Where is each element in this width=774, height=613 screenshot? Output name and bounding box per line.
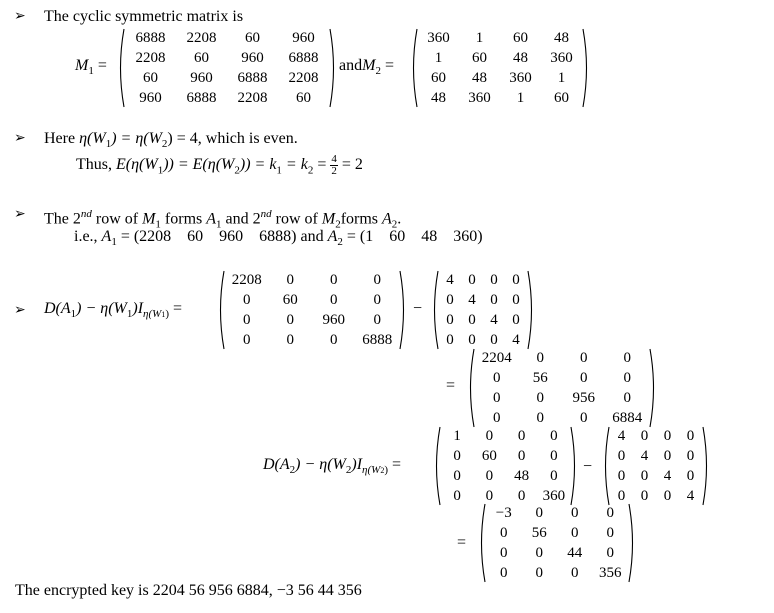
matrix-cell: 0 [536, 350, 544, 366]
matrix-cell: 0 [468, 332, 476, 348]
matrix-cell: 0 [640, 428, 649, 444]
matrix-cell: 0 [512, 312, 520, 328]
matrix-grid [486, 503, 628, 583]
right-paren-icon [628, 503, 636, 583]
matrix-d1-identity [431, 270, 535, 350]
matrix-grid [125, 28, 329, 108]
matrix-cell: 0 [286, 312, 294, 328]
matrix-cell: 0 [571, 565, 579, 581]
matrix-cell: 0 [617, 488, 626, 504]
matrix-m1 [117, 28, 337, 108]
matrix-cell: 0 [500, 545, 508, 561]
matrix-cell: 0 [490, 272, 498, 288]
matrix-d2-identity [602, 426, 710, 506]
matrix-grid [441, 426, 570, 506]
matrix-cell: 44 [567, 545, 583, 561]
matrix-cell: 0 [373, 272, 381, 288]
left-paren-icon [478, 503, 486, 583]
d2-minus: − [583, 458, 593, 475]
rows-line-2: i.e., $A_1 = (2208$ 60 960 6888) and $A_2 = (1$ 60 48 360) [74, 228, 483, 249]
matrix-cell: 0 [580, 370, 588, 386]
matrix-cell: 60 [513, 30, 528, 46]
matrix-cell: 0 [453, 488, 461, 504]
matrix-cell: 60 [472, 50, 487, 66]
matrix-cell: 0 [606, 505, 614, 521]
matrix-d2-result [478, 503, 636, 583]
matrix-cell: 2208 [186, 30, 217, 46]
matrix-cell: 0 [500, 525, 508, 541]
matrix-cell: 6888 [186, 90, 217, 106]
matrix-cell: 0 [446, 292, 454, 308]
matrix-cell: 0 [536, 390, 544, 406]
matrix-cell: 0 [535, 505, 543, 521]
matrix-cell: 2208 [231, 272, 262, 288]
matrix-cell: 1 [516, 90, 525, 106]
matrix-cell: 48 [431, 90, 446, 106]
matrix-cell: 960 [292, 30, 315, 46]
matrix-cell: 0 [446, 332, 454, 348]
matrix-cell: 0 [330, 272, 338, 288]
bullet-1-icon: ➢ [14, 8, 26, 24]
matrix-cell: 1 [557, 70, 566, 86]
right-paren-icon [582, 28, 590, 108]
matrix-cell: 0 [330, 332, 338, 348]
matrix-d1-diagonal [217, 270, 407, 350]
matrix-cell: 48 [514, 468, 530, 484]
matrix-cell: 0 [663, 488, 672, 504]
left-paren-icon [602, 426, 610, 506]
matrix-cell: 0 [606, 545, 614, 561]
left-paren-icon [217, 270, 225, 350]
matrix-cell: 6888 [135, 30, 166, 46]
matrix-cell: 0 [686, 448, 695, 464]
matrix-cell: 0 [606, 525, 614, 541]
matrix-cell: 0 [485, 488, 494, 504]
matrix-cell: 0 [493, 390, 501, 406]
matrix-cell: 360 [427, 30, 450, 46]
fraction: $\frac{4}{2}$ [331, 153, 337, 177]
matrix-cell: 4 [490, 312, 498, 328]
d1-minus: − [413, 300, 423, 317]
d1-lhs: $D(A_1) - \eta(W_1)I_{\eta(W1)}$ = [44, 300, 183, 321]
matrix-cell: 0 [286, 272, 294, 288]
matrix-cell: 4 [446, 272, 454, 288]
matrix-cell: 0 [550, 468, 558, 484]
matrix-grid [418, 28, 582, 108]
eta-line-2: Thus, $E(\eta(W_1)) = E(\eta(W_2)) = k_1 = k_2$ = $\frac{4}{2}$ = 2 [76, 153, 363, 177]
matrix-cell: 0 [373, 292, 381, 308]
matrix-cell: 4 [468, 292, 476, 308]
matrix-cell: 60 [296, 90, 311, 106]
matrix-cell: 0 [580, 350, 588, 366]
matrix-cell: 4 [663, 468, 672, 484]
matrix-cell: 0 [493, 410, 501, 426]
right-paren-icon [649, 348, 657, 428]
matrix-cell: 360 [542, 488, 566, 504]
right-paren-icon [702, 426, 710, 506]
matrix-cell: 0 [617, 448, 626, 464]
matrix-cell: 956 [572, 390, 595, 406]
matrix-cell: 4 [640, 448, 649, 464]
matrix-cell: 60 [282, 292, 298, 308]
m1-label: $M_1$ = [75, 57, 107, 78]
matrix-cell: 360 [468, 90, 491, 106]
matrix-cell: 0 [243, 312, 251, 328]
matrix-cell: 0 [286, 332, 294, 348]
left-paren-icon [467, 348, 475, 428]
matrix-cell: 0 [517, 428, 526, 444]
matrix-cell: 960 [190, 70, 213, 86]
matrix-cell: 0 [535, 545, 543, 561]
matrix-cell: 0 [623, 390, 631, 406]
matrix-grid [475, 348, 649, 428]
matrix-cell: 960 [139, 90, 162, 106]
matrix-cell: 360 [550, 50, 573, 66]
matrix-cell: 0 [453, 448, 461, 464]
matrix-cell: 0 [571, 505, 579, 521]
matrix-cell: 2204 [481, 350, 512, 366]
left-paren-icon [431, 270, 439, 350]
matrix-cell: 56 [532, 370, 548, 386]
matrix-cell: 0 [243, 332, 251, 348]
matrix-cell: 0 [535, 565, 543, 581]
matrix-cell: 48 [513, 50, 528, 66]
right-paren-icon [329, 28, 337, 108]
matrix-cell: 60 [431, 70, 446, 86]
matrix-cell: 356 [599, 565, 622, 581]
matrix-cell: 0 [490, 292, 498, 308]
matrix-cell: 2208 [135, 50, 166, 66]
matrix-cell: 6888 [362, 332, 393, 348]
matrix-cell: 60 [554, 90, 569, 106]
matrix-cell: 0 [640, 468, 649, 484]
d1-equals: = [446, 377, 456, 394]
matrix-cell: 0 [617, 468, 626, 484]
matrix-cell: 0 [663, 428, 672, 444]
matrix-cell: 2208 [237, 90, 268, 106]
matrix-cell: 360 [509, 70, 532, 86]
intro-text: The cyclic symmetric matrix is [44, 8, 244, 25]
left-paren-icon [410, 28, 418, 108]
matrix-cell: 0 [500, 565, 508, 581]
matrix-cell: 60 [143, 70, 158, 86]
matrix-cell: 0 [623, 350, 631, 366]
matrix-cell: 0 [512, 272, 520, 288]
matrix-cell: 0 [623, 370, 631, 386]
matrix-cell: 0 [580, 410, 588, 426]
matrix-cell: 0 [468, 272, 476, 288]
matrix-cell: 0 [686, 428, 695, 444]
bullet-4-icon: ➢ [14, 302, 26, 318]
matrix-cell: 0 [453, 468, 461, 484]
matrix-cell: 0 [468, 312, 476, 328]
matrix-cell: 960 [241, 50, 264, 66]
matrix-cell: 6884 [612, 410, 643, 426]
matrix-cell: 60 [481, 448, 497, 464]
rows-line-1: The 2nd row of $M_1$ forms $A_1$ and 2nd row of $M_2forms$ $A_2$. [44, 208, 402, 231]
matrix-cell: 0 [517, 448, 526, 464]
matrix-cell: 0 [446, 312, 454, 328]
bullet-3-icon: ➢ [14, 206, 26, 222]
matrix-cell: 48 [472, 70, 487, 86]
left-paren-icon [117, 28, 125, 108]
matrix-cell: 0 [536, 410, 544, 426]
d2-equals: = [457, 534, 467, 551]
matrix-m2 [410, 28, 590, 108]
bullet-2-icon: ➢ [14, 130, 26, 146]
matrix-cell: 960 [322, 312, 345, 328]
matrix-cell: 0 [663, 448, 672, 464]
eta-line-1: Here $\eta(W_1) = \eta(W_2) = 4$, which is even. [44, 130, 298, 151]
matrix-grid [225, 270, 399, 350]
matrix-cell: 0 [243, 292, 251, 308]
matrix-d2-diagonal [433, 426, 578, 506]
matrix-cell: 0 [330, 292, 338, 308]
matrix-cell: 0 [485, 468, 494, 484]
matrix-cell: 0 [490, 332, 498, 348]
matrix-d1-result [467, 348, 657, 428]
matrix-cell: 1 [453, 428, 461, 444]
right-paren-icon [527, 270, 535, 350]
encrypted-key-text: The encrypted key is 2204 56 956 6884, −3 56 44 356 [15, 582, 362, 599]
right-paren-icon [399, 270, 407, 350]
matrix-grid [610, 426, 702, 506]
right-paren-icon [570, 426, 578, 506]
matrix-grid [439, 270, 527, 350]
matrix-cell: 0 [640, 488, 649, 504]
matrix-cell: 56 [531, 525, 547, 541]
matrix-cell: 2208 [288, 70, 319, 86]
matrix-cell: 0 [686, 468, 695, 484]
matrix-cell: 0 [512, 292, 520, 308]
matrix-cell: 0 [550, 448, 558, 464]
matrix-cell: 6888 [237, 70, 268, 86]
matrix-cell: 0 [485, 428, 494, 444]
matrix-cell: 0 [373, 312, 381, 328]
matrix-cell: 4 [617, 428, 626, 444]
d2-lhs: $D(A_2) - \eta(W_2)I_{\eta(W2)}$ = [263, 456, 402, 477]
matrix-cell: 0 [550, 428, 558, 444]
matrix-cell: 4 [512, 332, 520, 348]
matrix-cell: 1 [475, 30, 484, 46]
matrix-cell: 4 [686, 488, 695, 504]
matrix-cell: 48 [554, 30, 569, 46]
matrix-cell: 0 [517, 488, 526, 504]
matrix-cell: 1 [434, 50, 443, 66]
matrix-cell: 6888 [288, 50, 319, 66]
matrix-cell: −3 [495, 505, 512, 521]
left-paren-icon [433, 426, 441, 506]
matrix-cell: 0 [493, 370, 501, 386]
and-text: andM$_2$ = [339, 57, 394, 78]
matrix-cell: 60 [194, 50, 209, 66]
matrix-cell: 0 [571, 525, 579, 541]
matrix-cell: 60 [245, 30, 260, 46]
